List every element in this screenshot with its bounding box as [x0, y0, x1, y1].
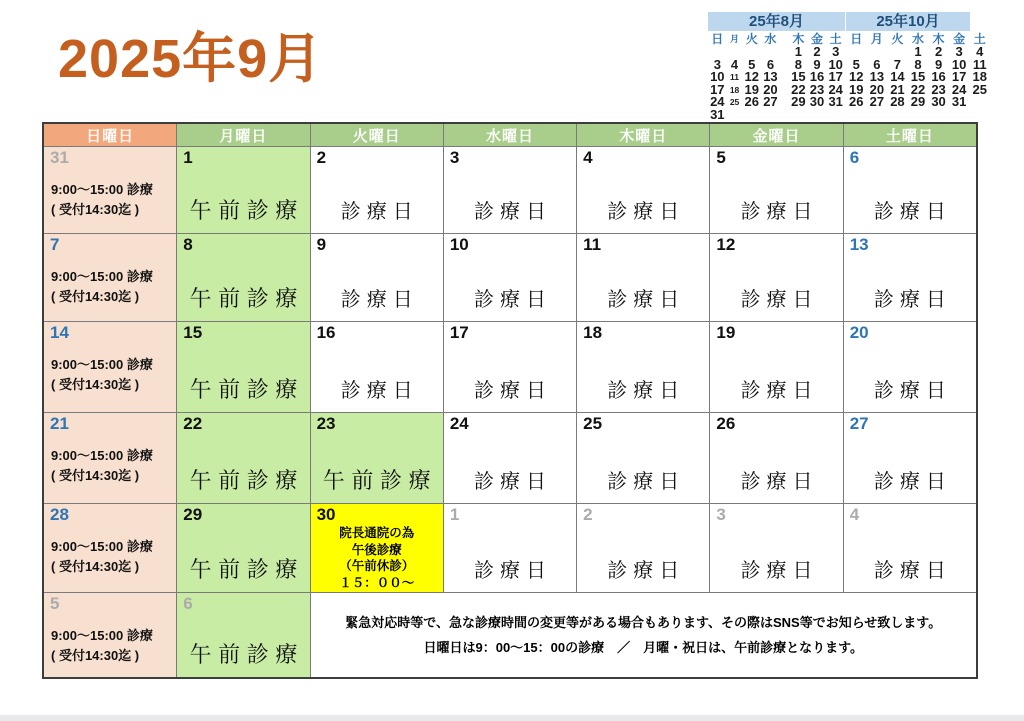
open-day-label: 診療日 [340, 201, 419, 223]
calendar-cell-5 [44, 593, 176, 677]
day-header-火曜日: 火曜日 [311, 124, 443, 146]
mini-date: 31 [710, 106, 725, 122]
september-calendar-grid [42, 122, 978, 679]
open-day-label: 診療日 [740, 289, 819, 311]
mini-day-name: 木 [932, 32, 945, 46]
mini-day-name: 日 [850, 32, 863, 46]
mini-date: 4 [730, 56, 739, 72]
date-number: 26 [716, 414, 736, 433]
mini-date: 11 [972, 56, 987, 72]
day-header-水曜日: 水曜日 [444, 124, 576, 146]
calendar-cell-15 [177, 322, 309, 412]
calendar-cell-26 [710, 413, 842, 503]
date-number: 12 [716, 235, 736, 254]
schedule-line: ( 受付14:30迄 ) [51, 648, 140, 664]
date-number: 6 [183, 594, 193, 613]
special-notice-line: 午後診療 [351, 542, 402, 557]
mini-date [808, 109, 827, 122]
mini-date: 1 [914, 44, 922, 59]
footer-note-line: 日曜日は9：00～15：00の診療 ／ 月曜・祝日は、午前診療となります。 [423, 640, 864, 655]
mini-date: 17 [828, 69, 843, 84]
mini-calendar-week-row [846, 96, 990, 109]
mini-date [789, 109, 808, 122]
page-title: 2025年9月 [58, 29, 324, 89]
mini-date: 24 [828, 81, 843, 97]
mini-date: 24 [951, 81, 967, 97]
sunday-schedule-text [51, 180, 153, 220]
date-number: 4 [583, 148, 593, 167]
calendar-cell-6 [177, 593, 309, 677]
date-number: 28 [50, 505, 69, 524]
mini-day-name: 水 [764, 32, 777, 46]
special-notice-line: １５：００～ [339, 575, 415, 590]
mini-date: 5 [852, 56, 860, 72]
mini-day-name: 金 [811, 32, 824, 46]
mini-date: 15 [791, 69, 806, 84]
mini-date: 14 [890, 69, 905, 84]
date-number: 1 [449, 505, 460, 524]
mini-date: 4 [976, 44, 984, 59]
mini-day-name: 金 [953, 32, 966, 46]
mini-date [780, 59, 789, 72]
date-number: 23 [316, 414, 336, 433]
open-day-label: 診療日 [873, 380, 952, 402]
calendar-cell-30 [311, 504, 443, 592]
mini-date: 10 [828, 56, 843, 72]
date-number: 5 [50, 594, 60, 613]
calendar-cell-21 [44, 413, 176, 503]
date-number: 4 [849, 505, 860, 524]
date-number: 11 [583, 235, 602, 254]
mini-date [761, 109, 780, 122]
schedule-line: 9:00～15:00 診療 [51, 448, 153, 463]
mini-date: 16 [931, 69, 946, 84]
mini-date: 20 [763, 81, 778, 97]
calendar-cell-4 [577, 147, 709, 233]
mini-date: 28 [890, 94, 905, 109]
calendar-cell-16 [311, 322, 443, 412]
mini-calendar-title: 25年8月 [708, 12, 845, 31]
day-header-土曜日: 土曜日 [844, 124, 976, 146]
mini-date: 1 [794, 44, 803, 59]
open-day-label: 診療日 [607, 560, 686, 582]
mini-day-name: 土 [973, 32, 986, 46]
mini-date: 6 [766, 56, 775, 72]
date-number: 2 [583, 505, 593, 524]
mini-date: 16 [809, 69, 825, 84]
day-header-金曜日: 金曜日 [710, 124, 842, 146]
day-header-木曜日: 木曜日 [577, 124, 709, 146]
calendar-cell-25 [577, 413, 709, 503]
date-number: 2 [316, 148, 327, 167]
mini-date: 7 [893, 56, 902, 72]
calendar-cell-7 [44, 234, 176, 321]
footer-notes-cell [311, 593, 976, 677]
open-day-label: 診療日 [607, 289, 686, 311]
special-notice-line: 院長通院の為 [339, 526, 415, 540]
mini-date: 5 [748, 56, 756, 72]
schedule-line: 9:00～15:00 診療 [51, 539, 153, 554]
day-header-月曜日: 月曜日 [177, 124, 309, 146]
sunday-schedule-text [51, 355, 153, 395]
mini-day-name [780, 33, 789, 46]
open-day-label: 診療日 [873, 201, 952, 223]
mini-calendar-week-row [708, 96, 845, 109]
schedule-line: 9:00～15:00 診療 [51, 182, 153, 197]
date-number: 10 [449, 235, 469, 254]
calendar-cell-12 [710, 234, 842, 321]
calendar-cell-14 [44, 322, 176, 412]
calendar-cell-1 [177, 147, 309, 233]
date-number: 16 [316, 323, 336, 342]
morning-clinic-label: 午前診療 [322, 468, 438, 493]
mini-date: 25 [729, 97, 740, 107]
schedule-line: ( 受付14:30迄 ) [51, 289, 140, 305]
footer-note-line: 緊急対応時等で、急な診療時間の変更等がある場合もあります、その際はSNS等でお知らせ致します。 [345, 614, 942, 630]
calendar-cell-31 [44, 147, 176, 233]
schedule-line: ( 受付14:30迄 ) [51, 377, 140, 393]
mini-date: 24 [710, 94, 725, 109]
mini-date: 19 [744, 81, 760, 97]
open-day-label: 診療日 [340, 380, 419, 402]
calendar-cell-19 [710, 322, 842, 412]
open-day-label: 診療日 [473, 289, 552, 311]
mini-date: 19 [849, 81, 864, 97]
calendar-cell-5 [710, 147, 842, 233]
mini-calendar-august [708, 12, 845, 121]
calendar-cell-22 [177, 413, 309, 503]
open-day-label: 診療日 [740, 560, 819, 582]
mini-date: 23 [931, 81, 946, 97]
mini-date: 9 [934, 56, 943, 72]
mini-date: 22 [910, 81, 926, 97]
schedule-line: ( 受付14:30迄 ) [51, 559, 140, 575]
date-number: 17 [449, 323, 469, 342]
calendar-cell-17 [444, 322, 576, 412]
morning-clinic-label: 午前診療 [189, 377, 304, 402]
schedule-line: 9:00～15:00 診療 [51, 357, 153, 372]
mini-date [780, 71, 789, 84]
open-day-label: 診療日 [740, 380, 819, 402]
morning-clinic-label: 午前診療 [189, 468, 304, 493]
mini-date: 9 [813, 56, 821, 72]
mini-date: 13 [763, 69, 778, 84]
date-number: 20 [849, 323, 869, 342]
mini-date [780, 84, 789, 97]
mini-date [742, 109, 761, 122]
calendar-cell-3 [444, 147, 576, 233]
mini-day-name: 土 [829, 32, 842, 46]
open-day-label: 診療日 [340, 289, 419, 311]
special-notice-text [311, 525, 443, 591]
open-day-label: 診療日 [873, 289, 952, 311]
sunday-schedule-text [51, 267, 153, 307]
mini-date [780, 109, 789, 122]
mini-day-name: 水 [911, 32, 924, 46]
date-number: 6 [849, 148, 860, 167]
date-number: 7 [50, 235, 60, 254]
date-number: 9 [316, 235, 327, 254]
open-day-label: 診療日 [473, 380, 552, 402]
special-notice-line: （午前休診） [339, 559, 415, 573]
morning-clinic-label: 午前診療 [189, 557, 304, 582]
sunday-schedule-text [51, 626, 153, 666]
mini-date: 22 [791, 81, 806, 97]
mini-date [727, 109, 743, 122]
calendar-cell-4 [844, 504, 976, 592]
mini-date: 3 [955, 44, 963, 59]
mini-calendar-title: 25年10月 [846, 12, 970, 31]
calendar-cell-3 [710, 504, 842, 592]
date-number: 19 [716, 323, 736, 342]
open-day-label: 診療日 [473, 201, 552, 223]
calendar-cell-9 [311, 234, 443, 321]
mini-day-name: 火 [891, 32, 904, 46]
mini-date: 17 [710, 81, 725, 97]
mini-date: 12 [849, 69, 864, 84]
date-number: 30 [316, 505, 336, 524]
mini-date: 27 [869, 94, 885, 109]
morning-clinic-label: 午前診療 [189, 286, 304, 311]
date-number: 27 [849, 414, 869, 433]
mini-date: 17 [951, 69, 967, 84]
mini-calendar-day-header-row [708, 33, 845, 46]
date-number: 24 [449, 414, 469, 433]
mini-calendar-week-row [708, 106, 845, 122]
date-number: 3 [716, 505, 726, 524]
open-day-label: 診療日 [740, 471, 819, 493]
date-number: 21 [50, 414, 69, 433]
open-day-label: 診療日 [873, 471, 952, 493]
mini-date: 12 [744, 69, 760, 84]
date-number: 1 [183, 148, 193, 167]
schedule-line: 9:00～15:00 診療 [51, 269, 153, 284]
sunday-schedule-text [51, 537, 153, 577]
mini-date: 18 [972, 69, 987, 84]
schedule-line: 9:00～15:00 診療 [51, 628, 153, 643]
morning-clinic-label: 午前診療 [189, 198, 304, 223]
mini-date: 11 [730, 72, 740, 82]
mini-date: 10 [710, 69, 725, 84]
open-day-label: 診療日 [473, 560, 552, 582]
mini-date [780, 96, 789, 109]
schedule-line: ( 受付14:30迄 ) [51, 468, 140, 484]
mini-date: 29 [910, 94, 926, 109]
open-day-label: 診療日 [607, 471, 686, 493]
mini-date: 25 [972, 81, 987, 97]
calendar-cell-11 [577, 234, 709, 321]
mini-date: 13 [869, 69, 885, 84]
calendar-cell-6 [844, 147, 976, 233]
calendar-cell-10 [444, 234, 576, 321]
date-number: 8 [183, 235, 193, 254]
date-number: 14 [50, 323, 69, 342]
day-header-日曜日: 日曜日 [44, 124, 176, 146]
bottom-edge-strip [0, 715, 1024, 721]
date-number: 29 [183, 505, 203, 524]
calendar-cell-24 [444, 413, 576, 503]
calendar-cell-8 [177, 234, 309, 321]
mini-date [826, 109, 845, 122]
calendar-cell-20 [844, 322, 976, 412]
calendar-cell-29 [177, 504, 309, 592]
mini-date: 3 [832, 44, 840, 59]
mini-date: 20 [869, 81, 885, 97]
date-number: 15 [183, 323, 203, 342]
mini-date: 31 [828, 94, 843, 109]
mini-date: 29 [791, 94, 806, 109]
mini-date: 3 [713, 56, 721, 72]
date-number: 5 [716, 148, 726, 167]
mini-date: 10 [951, 56, 967, 72]
calendar-cell-18 [577, 322, 709, 412]
mini-day-name: 日 [711, 32, 724, 46]
sunday-schedule-text [51, 446, 153, 486]
mini-date: 26 [849, 94, 864, 109]
mini-calendar-week-row [708, 46, 845, 59]
mini-date [780, 46, 789, 59]
mini-day-name: 火 [745, 32, 758, 46]
mini-date: 21 [890, 81, 905, 97]
date-number: 18 [583, 323, 603, 342]
mini-date: 8 [914, 56, 922, 72]
open-day-label: 診療日 [740, 201, 819, 223]
calendar-cell-28 [44, 504, 176, 592]
mini-date: 2 [813, 44, 821, 59]
mini-calendar-october [846, 12, 990, 109]
calendar-cell-23 [311, 413, 443, 503]
schedule-line: ( 受付14:30迄 ) [51, 202, 140, 218]
mini-date: 30 [931, 94, 946, 109]
date-number: 22 [183, 414, 203, 433]
mini-date: 26 [744, 94, 760, 109]
mini-date [969, 96, 990, 109]
mini-date: 23 [809, 81, 825, 97]
calendar-cell-27 [844, 413, 976, 503]
mini-day-name: 木 [792, 32, 805, 46]
mini-date: 8 [794, 56, 803, 72]
date-number: 31 [50, 148, 69, 167]
calendar-cell-1 [444, 504, 576, 592]
open-day-label: 診療日 [473, 471, 552, 493]
open-day-label: 診療日 [873, 560, 952, 582]
open-day-label: 診療日 [607, 380, 686, 402]
open-day-label: 診療日 [607, 201, 686, 223]
mini-date: 31 [951, 94, 967, 109]
mini-date: 6 [873, 56, 881, 72]
date-number: 13 [849, 235, 869, 254]
calendar-cell-2 [311, 147, 443, 233]
calendar-cell-2 [577, 504, 709, 592]
mini-date: 30 [809, 94, 825, 109]
mini-date: 15 [910, 69, 926, 84]
calendar-cell-13 [844, 234, 976, 321]
mini-date: 27 [763, 94, 778, 109]
mini-day-name: 月 [870, 32, 883, 46]
mini-date: 2 [934, 44, 943, 59]
mini-day-name: 月 [730, 34, 740, 44]
date-number: 25 [583, 414, 603, 433]
mini-date: 18 [729, 84, 740, 95]
date-number: 3 [449, 148, 460, 167]
morning-clinic-label: 午前診療 [189, 642, 304, 667]
